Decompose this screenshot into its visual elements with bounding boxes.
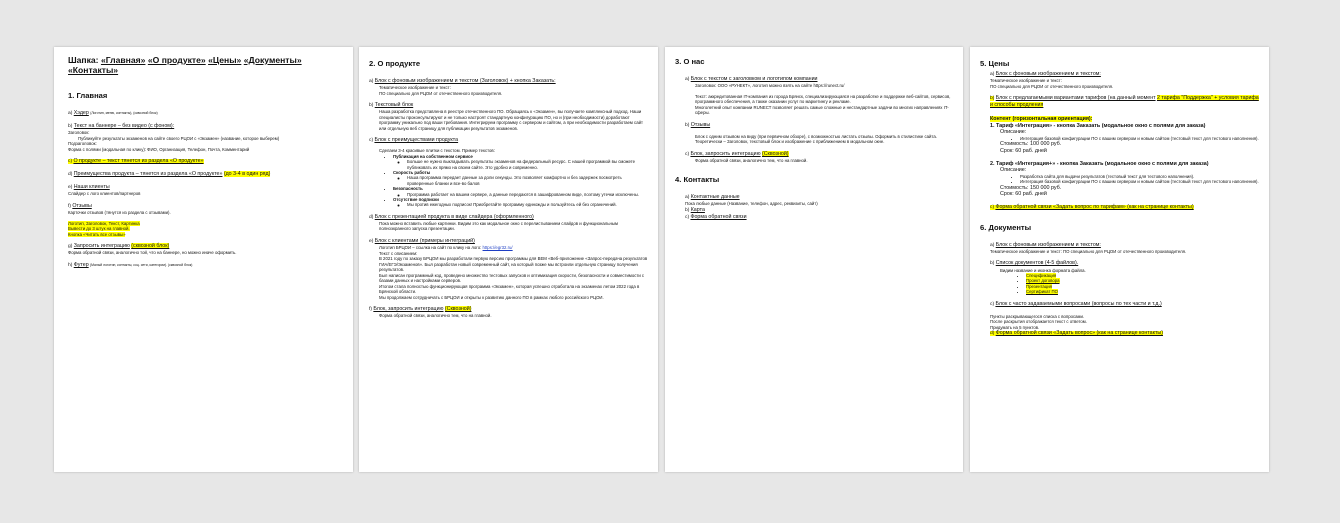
section-a (980, 71, 1259, 89)
item-title: Блок, запросить интеграцию (690, 150, 761, 157)
advantage-text: ◦ Больше не нужно выкладывать результаты экзаменов на федеральный ресурс. С нашей программой вы сможете публиковать их прямо на своем сайте. Это удобно и современно. (407, 159, 648, 170)
contacts-b (675, 207, 953, 214)
item-label: h) (68, 262, 73, 268)
item-title: Преимущества продукта – тянется из раздела «О продукте» (73, 171, 223, 178)
item-note: (Малый логотип, контакты, соц. сети, категории). (сквозной блок) (90, 262, 193, 267)
document-link[interactable]: Спецификация (1026, 273, 1057, 279)
item-label: b) (685, 122, 690, 128)
advantage-title: Отсутствие подписки (393, 197, 439, 203)
nav-item-docs[interactable]: «Документы» (243, 55, 302, 65)
header-prefix: Шапка: (68, 55, 101, 65)
advantage-title: Скорость работы (393, 170, 431, 175)
section-h (68, 262, 343, 269)
item-title: Текст на баннере – без видео (с фоном): (73, 123, 175, 130)
section-b (68, 123, 343, 152)
item-body: Пока любые данные (Название, телефон, адрес, реквизиты, сайт) (685, 201, 818, 207)
nav-item-contacts[interactable]: «Контакты» (68, 65, 119, 75)
tariff-term: Срок: 60 раб. дней (1000, 191, 1047, 198)
nav-item-product[interactable]: «О продукте» (147, 55, 206, 65)
item-body: Подзаголовок: (68, 141, 97, 147)
tariff-cost: Стоимость: 150 000 руб. (1000, 184, 1062, 191)
item-body: Форма обратной связи, аналогично тем, что на главной. (695, 157, 808, 163)
item-label: b) (369, 103, 374, 109)
docs-a (980, 242, 1259, 255)
section-a (369, 78, 648, 96)
item-body: Сделаем 3-4 красивые плитки с текстом. Пример текстов: (379, 148, 495, 154)
highlight (990, 331, 1163, 336)
note-line: Кнопка «Читать все отзывы» (68, 231, 126, 237)
item-label: d) (369, 214, 374, 220)
tariff-item: • Интеграция базовой конфигурации ПО с вашим сервером и новым сайтом (тестовый текст для тестового наполнения). (1020, 136, 1259, 141)
item-title: О продукте – текст тянется из раздела «О продукте» (73, 158, 204, 165)
item-label: d) (990, 331, 995, 337)
header-line (68, 55, 343, 75)
item-label: b) (685, 207, 690, 213)
section-b (980, 95, 1259, 198)
item-body: ПО специально для РЦОИ от отечественного производителя. (990, 83, 1114, 89)
item-highlight: (до 3-4 в один ряд) (223, 171, 271, 178)
item-body: Наша разработка представлена в реестре отечественного ПО. Обращаясь к «Экзамен», вы получаете комплексный подход. Наши специалисты проконсультируют и не только настроят стандартную конфигурацию ПО, но и (при необходимости) доработают программу уникально под ваши требования. Интегрируем программу с сервером и сайтом, а при необходимости разработаем сайт или отдельную веб страницу для публикации результатов экзаменов. (379, 109, 643, 131)
item-body: Пункты раскрывающегося списка с вопросами. (990, 313, 1085, 319)
document-link[interactable]: Проект договора (1026, 278, 1060, 284)
item-title: Блок с часто задаваемыми вопросами (вопросы по тех части и т.д.) (995, 300, 1162, 307)
document-link[interactable]: Презентация (1026, 283, 1052, 289)
advantage-text: ◦ Программа работает на вашем сервере, а данные передаются в зашифрованном виде, поэтому утечки исключены. (407, 192, 648, 197)
item-label: а) (369, 79, 374, 84)
item-body: Видим название и иконка формата файла. (1000, 267, 1086, 273)
item-body: Итогом стала полностью функционирующая программа «Экзамен», которая успешно отработала на экзаменах летом 2022 года в Брянской области. (379, 283, 640, 295)
item-body: Форма с полями (модальная по клику): ФИО, Организация, Телефон, Почта, Комментарий (68, 146, 250, 152)
item-label: d) (68, 172, 73, 178)
item-body: Форма обратной связи, аналогично тем, что на главной. (379, 313, 492, 319)
item-title: Блок с текстом с заголовком и логотипом компании (690, 76, 818, 82)
item-title: Форма обратной связи «Задать вопрос по тарифам» (как на странице контакты) (995, 203, 1194, 210)
item-title: Контактные данные (690, 194, 740, 201)
item-label: а) (685, 77, 690, 82)
section-c (980, 204, 1259, 211)
item-label: e) (369, 238, 374, 244)
item-body: ПО специально для РЦОИ от отечественного производителя. (379, 90, 503, 96)
section-heading: 2. О продукте (369, 59, 421, 68)
section-g (68, 243, 343, 256)
item-label: b) (990, 96, 995, 102)
list-item (393, 154, 648, 170)
section-d (68, 171, 343, 178)
section-heading: 3. О нас (675, 57, 705, 66)
advantage-title: Безопасность (393, 186, 423, 192)
item-label: а) (68, 111, 73, 116)
item-label: b) (68, 124, 73, 130)
item-label: c) (990, 204, 995, 210)
item-label: f) (68, 203, 71, 209)
tariff-title: 2. Тариф «Интеграция+» - кнопка Заказать (модальное окно с полями для заказа) (990, 160, 1209, 167)
item-body: Придумать на 5 пунктов. (990, 324, 1040, 330)
item-title: Текстовый блок (374, 102, 414, 109)
highlight (990, 96, 994, 101)
item-title: Список документов (4-5 файлов). (995, 260, 1079, 267)
item-title: Отзывы (690, 121, 711, 128)
tariff-desc-label: Описание: (1000, 167, 1027, 174)
section-c (369, 137, 648, 208)
section-d (369, 214, 648, 232)
item-note: (Логотип, меню, контакты), (сквозной блок) (90, 111, 158, 115)
item-title: Блок с фоновым изображением и текстом (Заголовок) + кнопка Заказать: (374, 78, 556, 84)
item-body: Текст: аккредитованная IT-компания из города Брянск, специализирующаяся на разработке и поддержке веб-сайтов, сервисов, программного обеспечения, а также оказании услуг по маркетингу и рекламе. (695, 93, 951, 105)
client-link[interactable]: https://egr32.ru/ (482, 245, 513, 251)
item-label: а) (990, 72, 995, 77)
list-item (393, 186, 648, 197)
page-main (54, 47, 353, 472)
advantage-text: ◦ Мы против ежегодных подписок! Приобретайте программу единожды и пользуйтесь ей без ограничений. (407, 202, 648, 207)
item-title: Хэдер (73, 110, 89, 116)
tariff-desc-label: Описание: (1000, 129, 1027, 136)
item-body: Форма обратной связи, аналогично той, что на баннере, но можно иначе оформить. (68, 250, 237, 256)
item-highlight: (Сквозной) (444, 306, 472, 313)
list-item (1026, 289, 1259, 294)
section-heading: 4. Контакты (675, 175, 720, 185)
item-label: c) (68, 159, 73, 165)
highlight (990, 205, 1194, 210)
section-heading: 1. Главная (68, 91, 108, 100)
nav-item-main[interactable]: «Главная» (100, 55, 146, 65)
item-title: Отзывы (72, 202, 92, 209)
item-title: Блок с клиентами (примеры интеграций) (374, 237, 475, 244)
item-body: Карточки отзывов (тянутся из раздела с отзывами). (68, 210, 171, 216)
item-title: Блок с преимуществами продукта (374, 137, 459, 144)
docs-c (980, 301, 1259, 338)
item-label: а) (990, 242, 995, 248)
section-f (369, 306, 648, 319)
advantage-title: Публикация на собственном сервисе (393, 153, 473, 159)
document-link[interactable]: Сертификат ПО (1026, 289, 1058, 295)
section-b (675, 122, 953, 145)
item-title: Карта (690, 206, 705, 213)
advantage-text: ◦ Наша программа передает данные за доли секунды. Это позволяет комфортно и без задержек посмотреть проверенные бланки и все-во балов (407, 175, 648, 186)
item-highlight: (Сквозной) (761, 150, 789, 157)
item-body: Тематическое изображение и текст: ПО специально для РЦОИ от отечественного производителя. (990, 248, 1187, 254)
item-body: Заголовок: ООО «РУНЕКТ», логотип можно взять на сайте https://runect.ru/ (695, 83, 845, 89)
item-body: Пока можно вставить любые картинки. Видим это как модальное окно с перелистыванием слайдов и функциональным полноэкранного запуска презентации. (379, 220, 618, 232)
section-b (369, 102, 648, 131)
item-label: c) (369, 138, 374, 144)
note-line: Логотип, Заголовок, Текст, Картинка (68, 220, 140, 226)
section-a (675, 76, 953, 116)
item-title: Запросить интеграцию (73, 243, 130, 250)
section-c (675, 151, 953, 164)
item-label: c) (685, 151, 690, 157)
item-body: Тематическое изображение и текст: (990, 78, 1062, 84)
item-title: Блок с предлагаемыми вариантами тарифов (на данный момент (995, 95, 1156, 102)
item-title: Блок, запросить интеграцию (373, 306, 444, 313)
section-heading: 5. Цены (980, 59, 1010, 68)
item-label: а) (685, 195, 690, 201)
list-item (393, 170, 648, 186)
item-highlight: 2 тарифа "Поддержка" + условия тарифа и способы продления (990, 95, 1259, 109)
nav-item-prices[interactable]: «Цены» (208, 55, 242, 65)
page-prices (970, 47, 1269, 472)
item-highlight: (сквозной блок) (131, 243, 170, 250)
page-about (665, 47, 963, 472)
advantages-list (369, 154, 648, 208)
item-title: Наши клиенты (73, 184, 110, 191)
section-e (369, 238, 648, 300)
contacts-a (675, 194, 953, 207)
item-body: В 2021 году по заказу БРЦОИ мы разработали первую версию программы для ВЕМ «Веб-приложение «Запрос-передача результатов ГИА/ЕГЭ/Экзаменов». Был разработан новый современный сайт, на который позже мы встроили отдельную страницу получения результатов. (379, 256, 648, 273)
item-title: Блок с фоновым изображением и текстом: (995, 241, 1101, 248)
list-item (393, 197, 648, 208)
section-f (68, 203, 343, 237)
section-a (68, 110, 343, 117)
item-label: b) (990, 261, 995, 267)
item-body: Заголовок: (68, 130, 90, 136)
section-c (68, 158, 343, 165)
item-body: Слайдер с лого клиентов/партнеров (68, 191, 141, 197)
item-label: f) (369, 307, 372, 313)
item-label: e) (68, 185, 73, 191)
item-label: g) (68, 244, 73, 250)
highlight (68, 159, 204, 164)
item-body: Многолетний опыт компании RUNECT позволяет решать самые сложные и нестандартные задачи во многих направлениях IT-сферы. (695, 104, 949, 116)
item-title: Блок с фоновым изображением и текстом: (995, 71, 1101, 77)
item-body: Текст с описанием: (379, 250, 418, 256)
tariff-item: • Интеграция базовой конфигурации ПО с вашим сервером и новым сайтом (тестовый текст для тестового наполнения). (1020, 179, 1259, 184)
item-body: Мы продолжаем сотрудничать с БРЦОИ и открыты к развитию данного ПО в рамках любого российского РЦОИ. (379, 294, 604, 300)
item-body: Блок с одним отзывом на виду (при первичном обзоре), с возможностью листать отзывы. Оформить в стилистике сайта. Теоретически – Заголовок, текстовый блок и изображение с приближением в модальном окне. (695, 133, 937, 145)
section-heading: 6. Документы (980, 222, 1032, 232)
tariff-item: • Разработка сайта для выдачи результатов (тестовый текст для тестового наполнения). (1020, 174, 1259, 179)
content-label: Контент (горизонтальная ориентация): (990, 116, 1093, 123)
item-title: Футер (73, 261, 89, 268)
section-e (68, 184, 343, 197)
contacts-c (675, 214, 953, 221)
item-body: Был написан программный код, проведено множество тестовых запусков и оптимизация скорости, безопасности и совместимости с базами данных и настройками серверов. (379, 272, 645, 284)
tariff-term: Срок: 60 раб. дней (1000, 147, 1047, 154)
page-product (359, 47, 658, 472)
docs-b (980, 260, 1259, 294)
item-label: c) (990, 301, 995, 307)
item-title: Блок с презентацией продукта в виде слайдера (оформленного) (374, 213, 534, 220)
documents-list (990, 273, 1259, 295)
item-title: Форма обратной связи «Задать вопрос» (как на странице контакты) (995, 330, 1163, 337)
item-body: После раскрытия отображается текст с ответом. (990, 319, 1087, 325)
tariff-title: 1. Тариф «Интеграция» - кнопка Заказать (модальное окно с полями для заказа) (990, 122, 1206, 129)
item-body: Тематическое изображение и текст: (379, 85, 451, 91)
item-body: Логотип БРЦОИ – ссылка на сайт по клику на лого: (379, 245, 482, 251)
tariff-cost: Стоимость: 100 000 руб. (1000, 141, 1062, 148)
item-label: c) (685, 214, 690, 220)
item-body: Публикуйте результаты экзаменов на сайте своего РЦОИ с «Экзамен» (название, которое выберем) (78, 135, 280, 141)
note-line: Вывести до 3 штук на главной. (68, 226, 130, 232)
item-title: Форма обратной связи (690, 213, 747, 220)
